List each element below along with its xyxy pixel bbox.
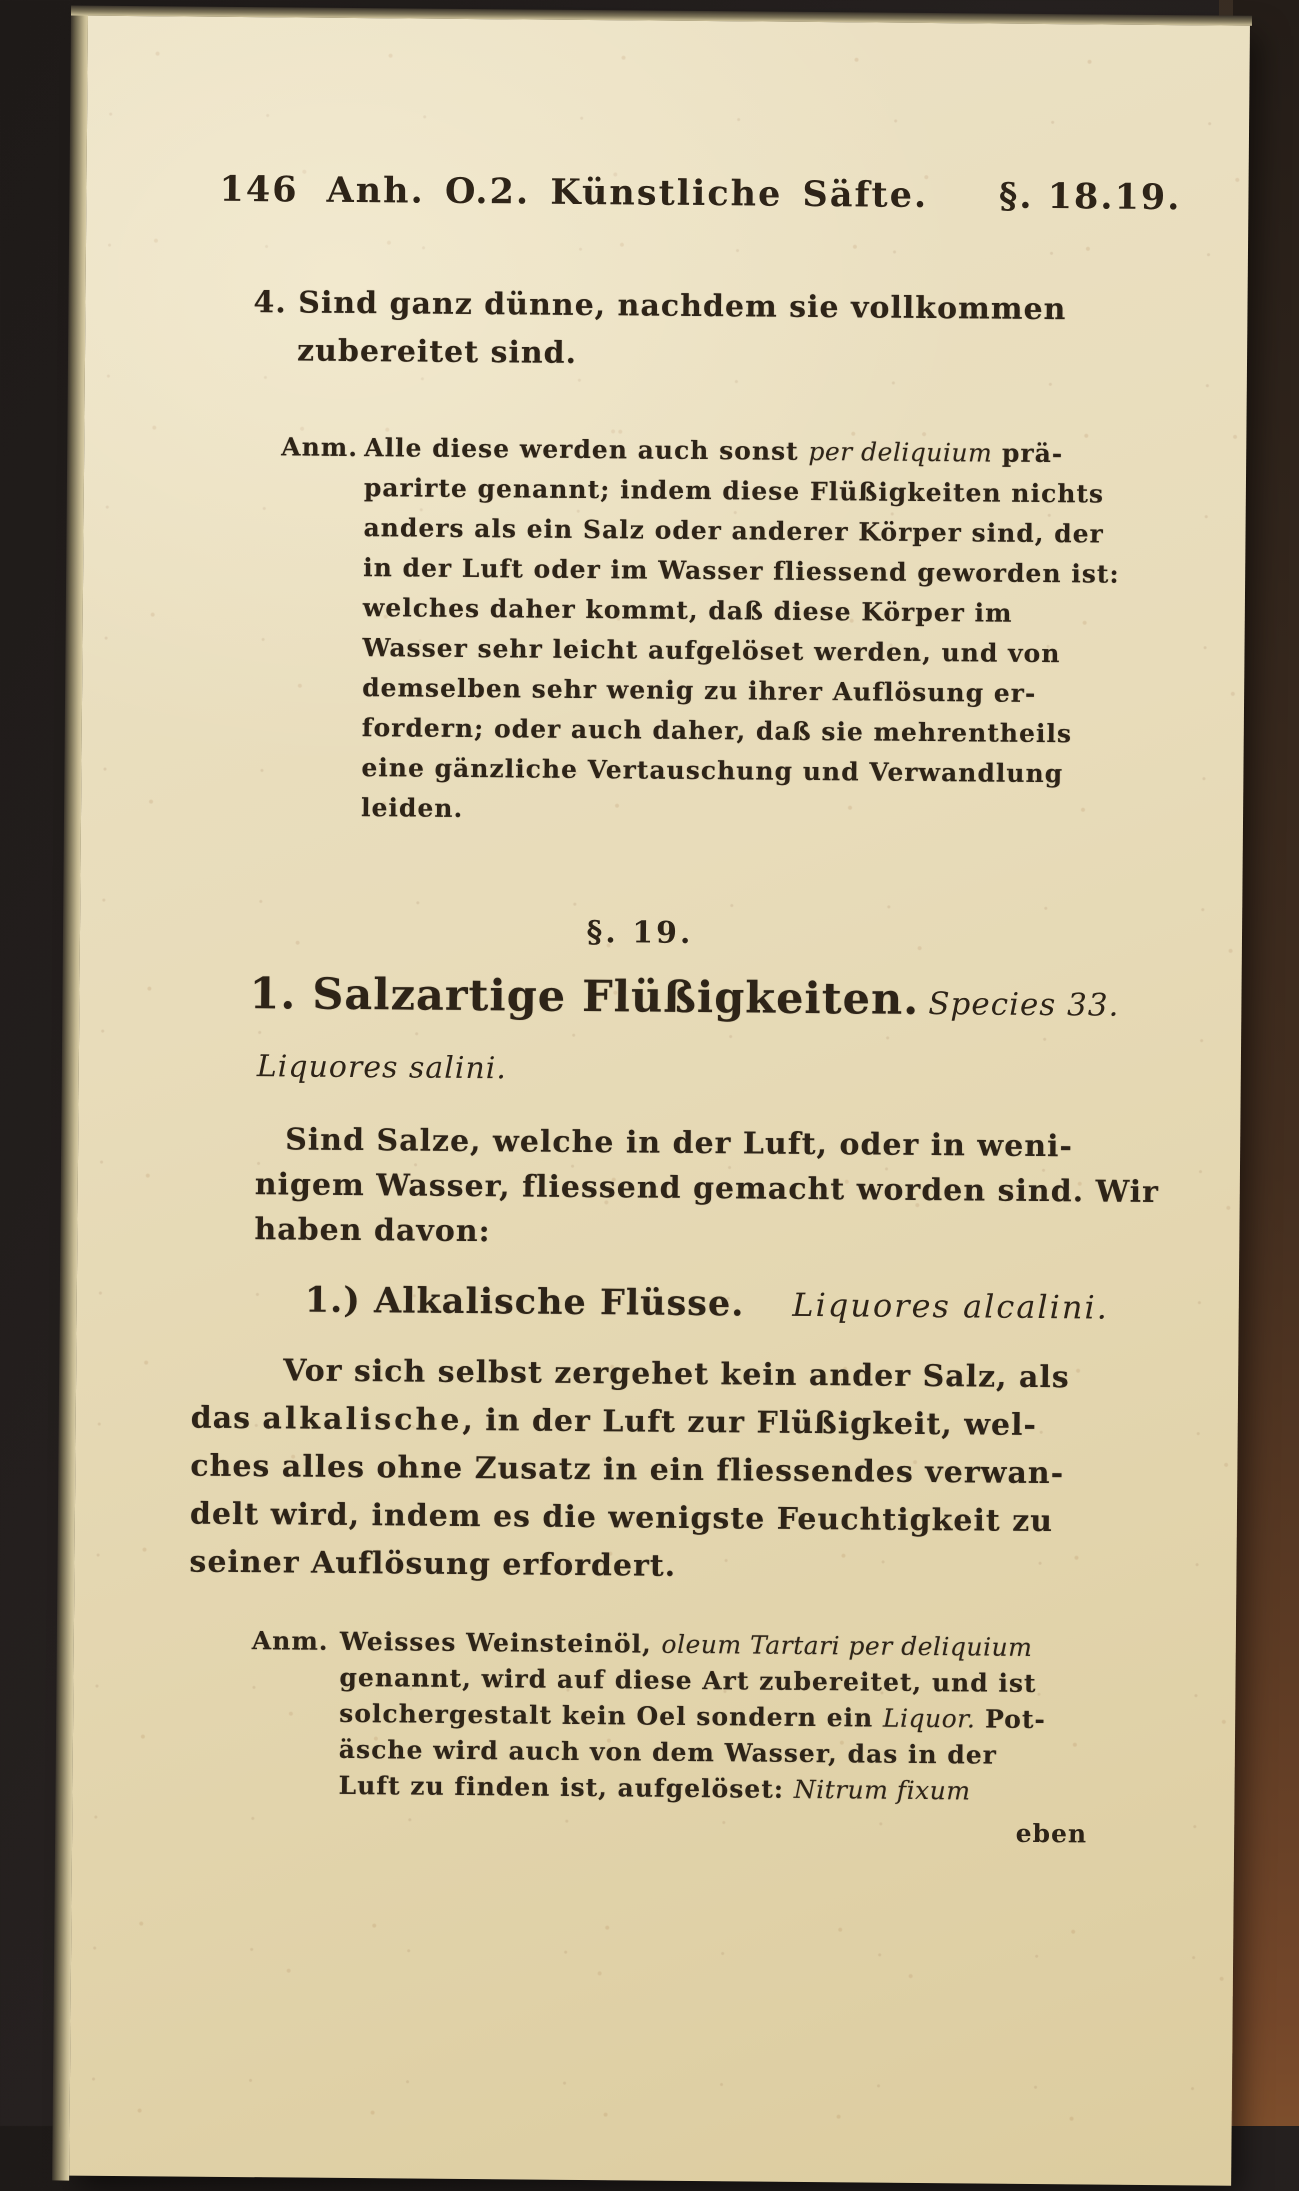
text-line: Alle diese werden auch sonst per deliquium prä-	[364, 433, 1064, 469]
text-line: leiden.	[360, 793, 464, 823]
book-page	[69, 16, 1250, 2186]
text-line: zubereitet sind.	[296, 333, 578, 371]
text-line: Vor sich selbst zergehet kein ander Salz, als	[283, 1353, 1070, 1396]
annotation-1	[81, 426, 1184, 836]
running-title: Anh. O.2. Künstliche Säfte.	[326, 169, 929, 216]
text-line: genannt, wird auf diese Art zubereitet, und ist	[339, 1662, 1037, 1698]
text-line: haben davon:	[254, 1212, 491, 1250]
body-paragraph	[189, 1347, 1070, 1595]
text-line: in der Luft oder im Wasser fliessend geworden ist:	[363, 553, 1120, 589]
intro-paragraph	[254, 1117, 1159, 1260]
text-line: anders als ein Salz oder anderer Körper sind, der	[363, 513, 1104, 549]
text-line: Wasser sehr leicht aufgelöset werden, und von	[362, 633, 1061, 669]
page-number: 146	[219, 168, 299, 211]
running-section-range: §. 18.19.	[998, 175, 1182, 219]
item-4-paragraph	[253, 279, 1067, 382]
text-line: delt wird, indem es die wenigste Feuchtigkeit zu	[189, 1496, 1054, 1540]
text-line: das alkalische, in der Luft zur Flüßigkeit, wel-	[190, 1400, 1038, 1443]
text-line: seiner Auflösung erfordert.	[189, 1544, 677, 1584]
catchword: eben	[1015, 1818, 1088, 1849]
annotation-body	[338, 1624, 1089, 1853]
text-line: ches alles ohne Zusatz in ein fliessendes verwan-	[190, 1448, 1065, 1492]
species-heading-row	[249, 969, 1119, 1027]
running-header	[219, 169, 1181, 218]
text-line: solchergestalt kein Oel sondern ein Liquor. Pot-	[339, 1698, 1046, 1735]
species-heading: 1. Salzartige Flüßigkeiten.	[249, 969, 920, 1025]
alkaline-subheading: 1.) Alkalische Flüsse.	[304, 1279, 745, 1325]
text-line: eine gänzliche Vertauschung und Verwandlung	[361, 753, 1064, 789]
alkaline-subheading-row	[305, 1280, 1135, 1328]
annotation-2	[72, 1622, 1089, 1853]
annotation-label: Anm.	[281, 432, 359, 463]
text-line: Sind Salze, welche in der Luft, oder in weni-	[285, 1122, 1074, 1165]
species-number-label: Species 33.	[928, 986, 1120, 1024]
text-line: demselben sehr wenig zu ihrer Auflösung er-	[362, 673, 1037, 708]
annotation-body	[361, 428, 1184, 835]
text-line: Weisses Weinsteinöl, oleum Tartari per deliquium	[339, 1626, 1033, 1662]
text-line: äsche wird auch von dem Wasser, das in der	[338, 1734, 998, 1770]
latin-subtitle: Liquores salini.	[256, 1049, 508, 1087]
text-line: nigem Wasser, fliessend gemacht worden sind. Wir	[254, 1167, 1160, 1211]
text-line: 4. Sind ganz dünne, nachdem sie vollkommen	[253, 285, 1067, 328]
text-line: Luft zu finden ist, aufgelöset: Nitrum fixum	[338, 1770, 971, 1806]
annotation-label: Anm.	[251, 1626, 329, 1656]
alkaline-latin-subtitle: Liquores alcalini.	[792, 1285, 1110, 1327]
text-line: fordern; oder auch daher, daß sie mehrentheils	[361, 713, 1073, 749]
text-line: welches daher kommt, daß diese Körper im	[362, 593, 1013, 628]
section-mark-19: §. 19.	[586, 915, 694, 951]
text-line: parirte genannt; indem diese Flüßigkeiten nichts	[363, 473, 1105, 509]
page-content	[69, 16, 1250, 2186]
